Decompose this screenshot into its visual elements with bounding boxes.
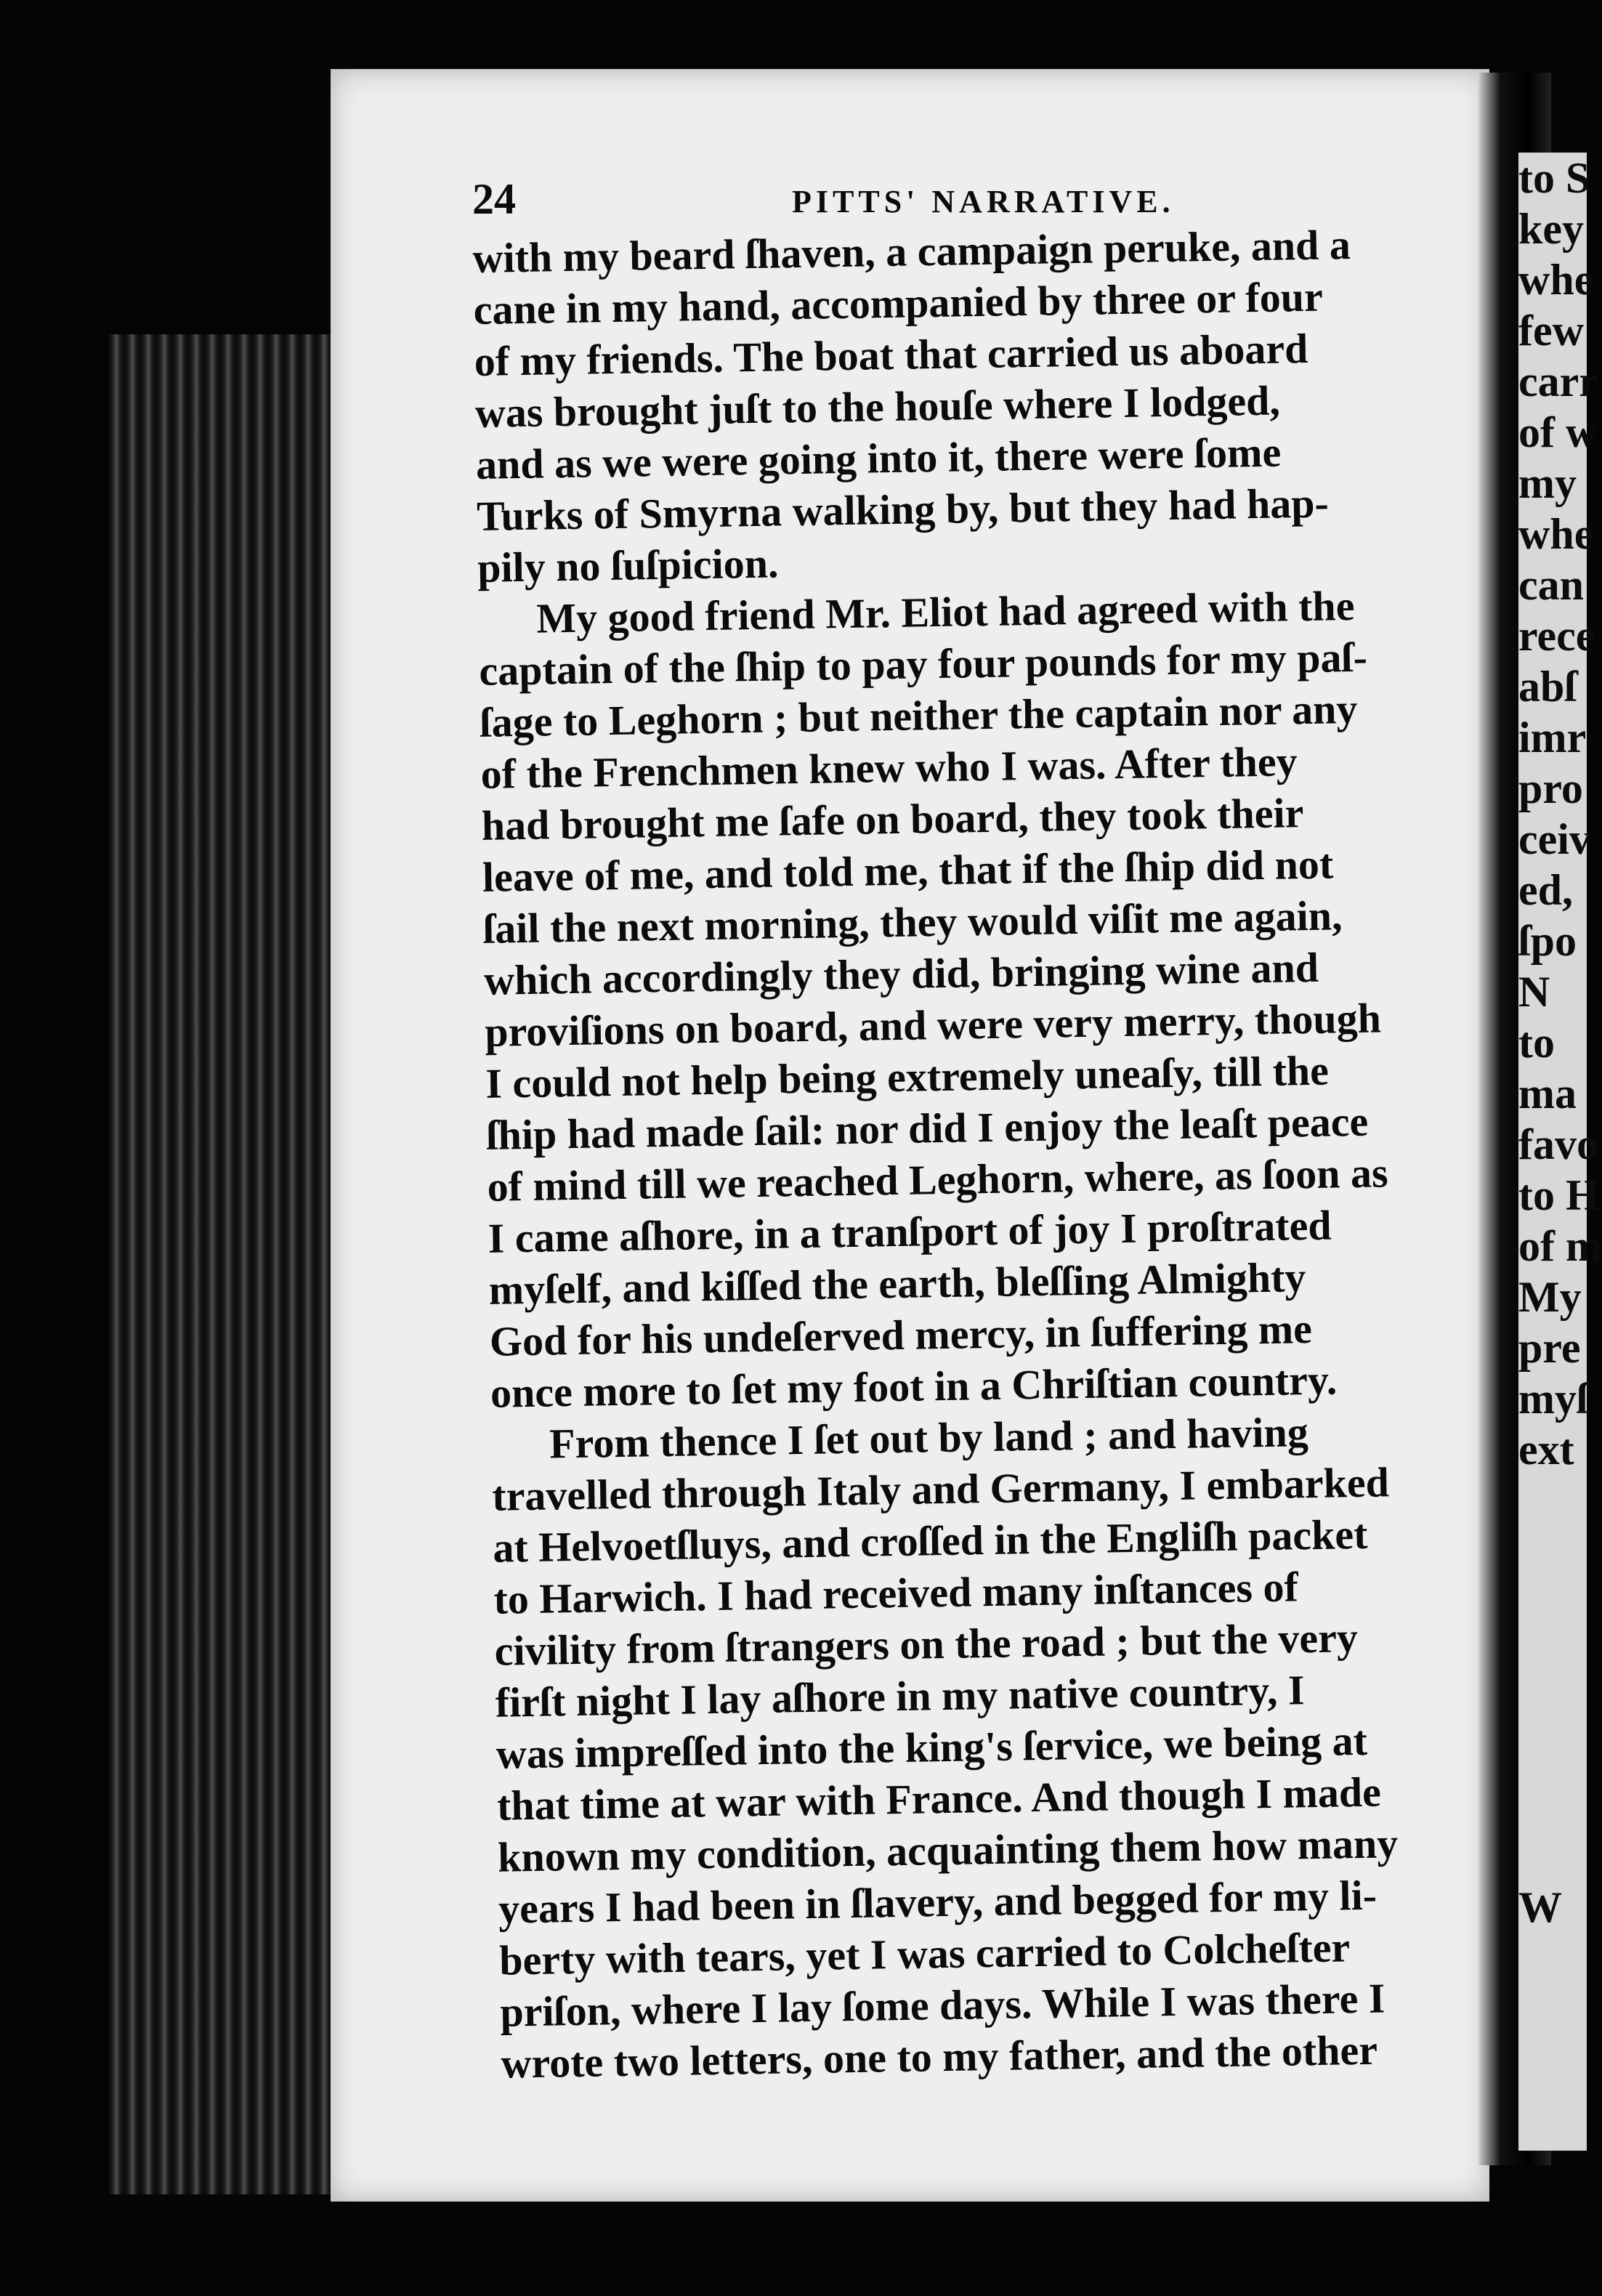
facing-page-line-fragment: ma (1518, 1070, 1577, 1117)
running-head: PITTS' NARRATIVE. (792, 184, 1175, 219)
text-line: which accordingly they did, bringing wine and (483, 943, 1319, 1004)
facing-page-line-fragment (1518, 1526, 1587, 1577)
facing-page-line-fragment: pro (1518, 764, 1583, 812)
body-text (472, 217, 1511, 2090)
text-line: once more to ſet my foot in a Chriſtian country. (490, 1356, 1338, 1417)
text-line: ſail the next morning, they would viſit me again, (482, 892, 1343, 953)
facing-page-line-fragment: whe (1518, 256, 1594, 304)
paragraph-start-line: My good friend Mr. Eliot had agreed with the (535, 581, 1355, 642)
facing-page-line-fragment: abſ (1518, 663, 1577, 711)
facing-page-line-fragment (1518, 1628, 1587, 1678)
facing-page-line-fragment (1518, 1475, 1587, 1526)
facing-page-line-fragment: to (1518, 1019, 1555, 1067)
book-page-edges (109, 334, 341, 2194)
facing-page-line-fragment: imr (1518, 714, 1587, 761)
facing-page-line-fragment: ceiv (1518, 815, 1591, 863)
text-line: wrote two letters, one to my father, and the other (501, 2026, 1378, 2087)
text-line: God for his undeſerved mercy, in ſuffering me (489, 1305, 1313, 1365)
text-line: ſage to Leghorn ; but neither the captain nor any (480, 684, 1358, 746)
facing-page-line-fragment (1518, 1729, 1587, 1780)
text-line: berty with tears, yet I was carried to Colcheſter (498, 1923, 1351, 1984)
facing-page-line-fragment (1518, 1678, 1587, 1729)
text-line: and as we were going into it, there were ſome (475, 428, 1282, 488)
facing-page-line-fragment: ſpo (1518, 917, 1577, 965)
text-line: firſt night I lay aſhore in my native country, I (495, 1666, 1306, 1726)
text-line: travelled through Italy and Germany, I embarked (491, 1458, 1390, 1520)
text-line: was brought juſt to the houſe where I lodged, (474, 376, 1281, 437)
facing-page-fragment (1518, 153, 1602, 2151)
text-line: had brought me ſafe on board, they took their (481, 789, 1304, 849)
text-line: of mind till we reached Leghorn, where, as ſoon as (487, 1149, 1389, 1210)
facing-page-line-fragment: to H (1518, 1171, 1600, 1219)
text-line: leave of me, and told me, that if the ſhip did not (482, 840, 1334, 901)
text-line: known my condition, acquainting them how many (497, 1819, 1399, 1881)
facing-page-line-fragment: My (1518, 1273, 1582, 1321)
text-line: at Helvoetſluys, and croſſed in the Engliſh packet (492, 1510, 1368, 1572)
page-number: 24 (472, 175, 516, 223)
text-line: ſhip had made ſail: nor did I enjoy the leaſt peace (486, 1097, 1369, 1159)
facing-page-line-fragment: of w (1518, 408, 1598, 456)
facing-page-line-fragment: can (1518, 561, 1584, 609)
facing-page-line-fragment: ext (1518, 1426, 1574, 1474)
facing-page-line-fragment (1518, 1780, 1587, 1831)
text-line: priſon, where I lay ſome days. While I was there I (499, 1974, 1385, 2036)
facing-page-line-fragment: W (1518, 1883, 1562, 1931)
text-line: that time at war with France. And though I made (496, 1768, 1382, 1830)
text-line: pily no ſuſpicion. (477, 539, 779, 591)
text-line: Turks of Smyrna walking by, but they had hap- (476, 479, 1330, 540)
text-line: cane in my hand, accompanied by three or four (473, 272, 1324, 334)
text-line: I came aſhore, in a tranſport of joy I proſtrated (488, 1201, 1332, 1262)
facing-page-line-fragment: key (1518, 205, 1584, 253)
text-line: myſelf, and kiſſed the earth, bleſſing Almighty (488, 1253, 1306, 1314)
facing-page-line-fragment: pre (1518, 1324, 1581, 1372)
paragraph-start-line: From thence I ſet out by land ; and having (549, 1408, 1309, 1468)
text-line: of the Frenchmen knew who I was. After they (480, 737, 1298, 798)
text-line: of my friends. The boat that carried us aboard (474, 324, 1308, 385)
facing-page-line-fragment (1518, 1577, 1587, 1628)
facing-page-line-fragment: to S (1518, 154, 1590, 202)
text-line: years I had been in ſlavery, and begged for my li- (498, 1871, 1378, 1933)
facing-page-line-fragment: rece (1518, 612, 1595, 660)
text-line: captain of the ſhip to pay four pounds for my paſ- (478, 633, 1368, 695)
facing-page-line-fragment: myſ (1518, 1375, 1589, 1423)
text-line: was impreſſed into the king's ſervice, we being at (495, 1716, 1368, 1778)
text-line: civility from ſtrangers on the road ; but the very (494, 1614, 1359, 1675)
facing-page-line-fragment: few (1518, 307, 1584, 355)
facing-page-line-fragment: whe (1518, 510, 1594, 558)
text-line: proviſions on board, and were very merry, though (484, 994, 1382, 1056)
text-line: I could not help being extremely uneaſy, till the (485, 1046, 1330, 1107)
facing-page-line-fragment: my (1518, 459, 1577, 507)
facing-page-line-fragment: of m (1518, 1222, 1602, 1270)
facing-page-line-fragment: ed, (1518, 866, 1573, 914)
facing-page-line-fragment: N (1518, 968, 1550, 1016)
text-line: to Harwich. I had received many inſtances of (493, 1563, 1299, 1623)
facing-page-line-fragment: carr (1518, 357, 1598, 405)
facing-page-line-fragment: favo (1518, 1120, 1598, 1168)
text-line: with my beard ſhaven, a campaign peruke, and a (472, 221, 1351, 282)
facing-page-line-fragment (1518, 1831, 1587, 1882)
